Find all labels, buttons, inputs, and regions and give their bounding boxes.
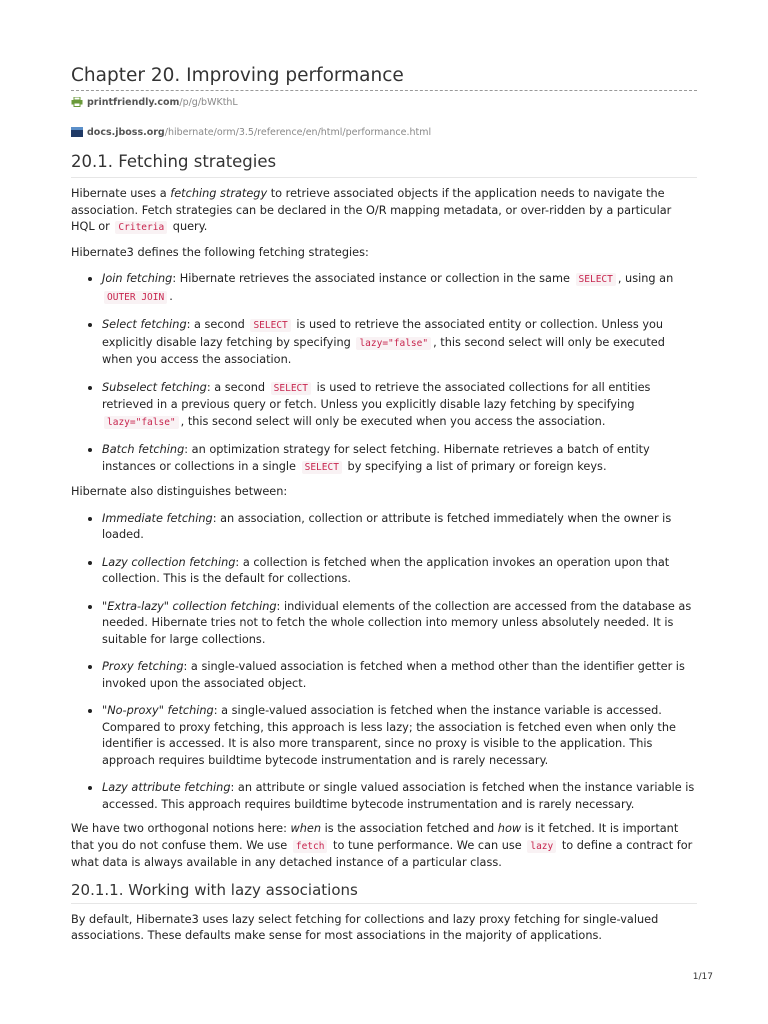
list-item: "No-proxy" fetching: a single-valued association is fetched when the instance variable is accessed. Compared to proxy fetching, this approach is less lazy; the association is fetched even when only the identifier is accessed. It is also more transparent, since no proxy is visible to the application. This approach requires buildtime bytecode instrumentation and is rarely necessary. — [71, 703, 697, 769]
printer-icon — [71, 97, 83, 107]
jboss-org-icon — [71, 127, 83, 137]
inline-code: lazy="false" — [356, 337, 431, 350]
list-item: Subselect fetching: a second SELECT is used to retrieve the associated collections for all entities retrieved in a previous query or fetch. Unless you explicitly disable lazy fetching by specifying lazy="false" , this second select will only be executed when you access the association. — [71, 380, 697, 432]
inline-code: SELECT — [576, 273, 616, 286]
list-item: Lazy collection fetching: a collection is fetched when the application invokes an operation upon that collection. This is the default for collections. — [71, 555, 697, 588]
list-item: Proxy fetching: a single-valued association is fetched when a method other than the identifier getter is invoked upon the associated object. — [71, 659, 697, 692]
inline-code: SELECT — [250, 319, 290, 332]
list-item: "Extra-lazy" collection fetching: individual elements of the collection are accessed from the database as needed. Hibernate tries not to fetch the whole collection into memory unless absolutely needed. It is suitable for large collections. — [71, 599, 697, 649]
fetching-kinds-list — [71, 511, 697, 814]
strategies-list — [71, 271, 697, 476]
list-item: Batch fetching: an optimization strategy for select fetching. Hibernate retrieves a batch of entity instances or collections in a single SELECT by specifying a list of primary or foreign keys. — [71, 442, 697, 476]
inline-code: SELECT — [302, 461, 342, 474]
inline-code: fetch — [293, 840, 328, 853]
source-path: /p/g/bWKthL — [179, 96, 238, 108]
section-heading: 20.1. Fetching strategies — [71, 151, 697, 178]
inline-code: lazy="false" — [104, 416, 179, 429]
inline-code: Criteria — [115, 221, 167, 234]
source-domain: printfriendly.com — [87, 96, 180, 108]
source-link-printfriendly[interactable] — [71, 95, 697, 109]
inline-code: SELECT — [271, 382, 311, 395]
distinguishes-intro: Hibernate also distinguishes between: — [71, 485, 288, 498]
page-number: 1/17 — [692, 972, 713, 982]
list-item: Select fetching: a second SELECT is used to retrieve the associated entity or collection. Unless you explicitly disable lazy fetching by specifying lazy="false" , this second select will only be executed when you access the association. — [71, 317, 697, 369]
subsection-heading: 20.1.1. Working with lazy associations — [71, 880, 697, 904]
list-item: Lazy attribute fetching: an attribute or single valued association is fetched when the instance variable is accessed. This approach requires buildtime bytecode instrumentation and is rarely necessary. — [71, 780, 697, 813]
lazy-associations-paragraph: By default, Hibernate3 uses lazy select fetching for collections and lazy proxy fetching for single-valued associations. These defaults make sense for most associations in the majority of applications. — [71, 912, 659, 942]
document-page — [71, 0, 697, 945]
inline-code: lazy — [527, 840, 556, 853]
source-domain: docs.jboss.org — [87, 126, 165, 138]
source-path: /hibernate/orm/3.5/reference/en/html/performance.html — [164, 126, 432, 138]
inline-code: OUTER JOIN — [104, 291, 167, 304]
intro-paragraph: Hibernate uses a fetching strategy to retrieve associated objects if the application needs to navigate the association. Fetch strategies can be declared in the O/R mapping metadata, or over-ridden by a particular HQL or Criteria query. — [71, 187, 672, 233]
list-item: Join fetching: Hibernate retrieves the associated instance or collection in the same SELECT , using an OUTER JOIN . — [71, 271, 697, 306]
source-link-jboss[interactable] — [71, 125, 697, 139]
page-title: Chapter 20. Improving performance — [71, 64, 697, 91]
list-item: Immediate fetching: an association, collection or attribute is fetched immediately when the owner is loaded. — [71, 511, 697, 544]
orthogonal-paragraph: We have two orthogonal notions here: when is the association fetched and how is it fetched. It is important that you do not confuse them. We use fetch to tune performance. We can use lazy to define a contract for what data is always available in any detached instance of a particular class. — [71, 822, 693, 869]
strategies-intro: Hibernate3 defines the following fetching strategies: — [71, 245, 369, 259]
